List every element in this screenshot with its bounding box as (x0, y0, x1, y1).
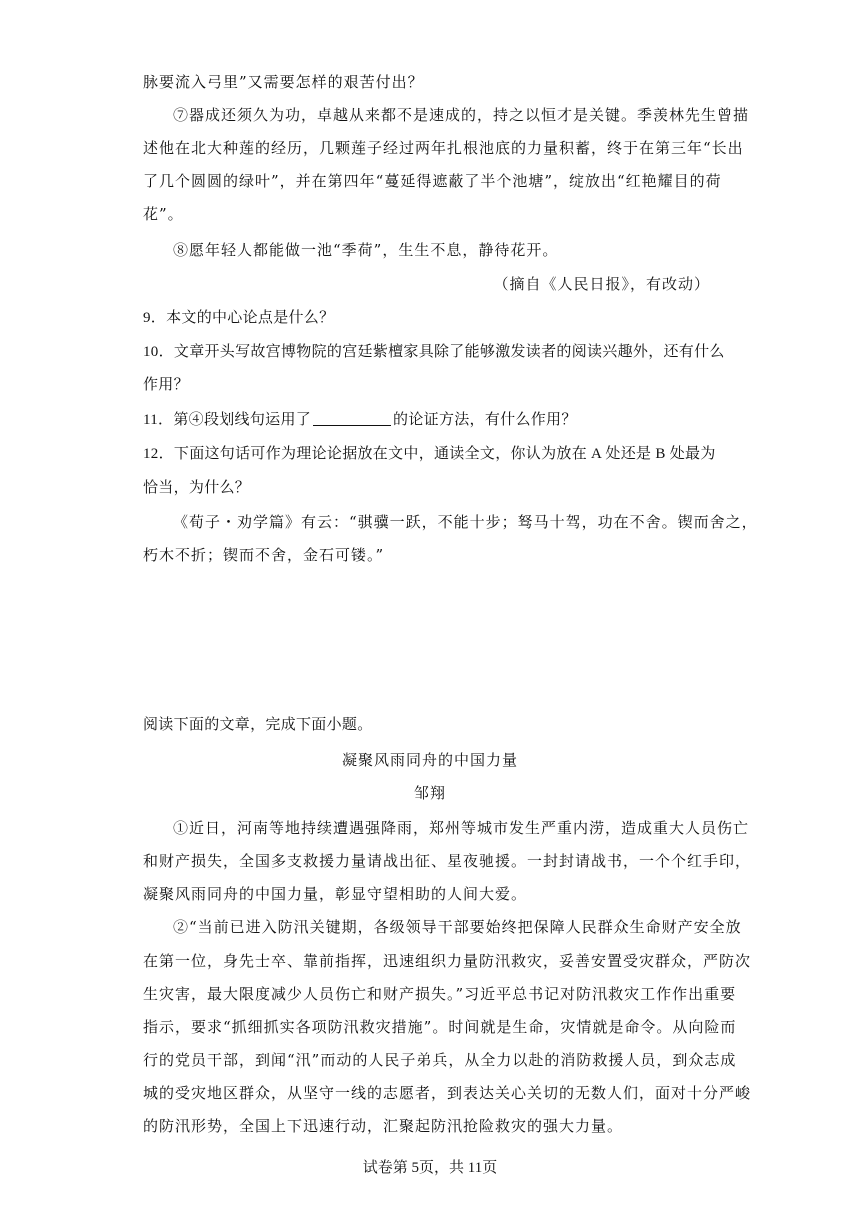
passage1-line-1: 脉要流入弓里”又需要怎样的艰苦付出？ (143, 73, 424, 91)
passage2-paragraph-2-line-5: 行的党员干部，到闻“汛”而动的人民子弟兵，从全力以赴的消防救援人员，到众志成 (143, 1051, 737, 1069)
passage2-paragraph-2-line-2: 在第一位，身先士卒、靠前指挥，迅速组织力量防汛救灾，妥善安置受灾群众，严防次 (143, 952, 752, 970)
passage2-paragraph-2-line-6: 城的受灾地区群众，从坚守一线的志愿者，到表达关心关切的无数人们，面对十分严峻 (143, 1084, 752, 1102)
passage2-paragraph-2-line-1: ②“当前已进入防汛关键期，各级领导干部要始终把保障人民群众生命财产安全放 (173, 918, 742, 936)
passage1-source: （摘自《人民日报》，有改动） (493, 275, 710, 293)
article-title: 凝聚风雨同舟的中国力量 (341, 751, 518, 769)
question-12-line-1: 12．下面这句话可作为理论论据放在文中，通读全文，你认为放在 A 处还是 B 处最为 (143, 446, 716, 462)
reading-instruction: 阅读下面的文章，完成下面小题。 (143, 717, 373, 733)
question-11-text-after: 的论证方法，有什么作用？ (393, 412, 577, 428)
question-10-line-1: 10．文章开头写故宫博物院的宫廷紫檀家具除了能够激发读者的阅读兴趣外，还有什么 (143, 344, 725, 360)
passage2-paragraph-1-line-1: ①近日，河南等地持续遭遇强降雨，郑州等城市发生严重内涝，造成重大人员伤亡 (173, 819, 750, 837)
xunzi-quote-line-2: 朽木不折；锲而不舍，金石可镂。” (143, 546, 385, 564)
passage2-paragraph-2-line-7: 的防汛形势，全国上下迅速行动，汇聚起防汛抢险救灾的强大力量。 (143, 1117, 624, 1135)
passage2-paragraph-2-line-3: 生灾害，最大限度减少人员伤亡和财产损失。”习近平总书记对防汛救灾工作作出重要 (143, 985, 737, 1003)
question-11-text-before: 11．第④段划线句运用了 (143, 412, 312, 428)
passage1-paragraph-7-line-1: ⑦器成还须久为功，卓越从来都不是速成的，持之以恒才是关键。季羡林先生曾描 (173, 106, 750, 124)
passage2-paragraph-1-line-3: 凝聚风雨同舟的中国力量，彰显守望相助的人间大爱。 (143, 885, 528, 903)
passage2-paragraph-2-line-4: 指示，要求“抓细抓实各项防汛救灾措施”。时间就是生命，灾情就是命令。从向险而 (143, 1018, 737, 1036)
passage2-paragraph-1-line-2: 和财产损失，全国多支救援力量请战出征、星夜驰援。一封封请战书，一个个红手印， (143, 852, 752, 870)
passage1-paragraph-7-line-2: 述他在北大种莲的经历，几颗莲子经过两年扎根池底的力量积蓄，终于在第三年“长出 (143, 139, 744, 157)
question-9: 9．本文的中心论点是什么？ (143, 310, 335, 326)
passage1-paragraph-7-line-4: 花”。 (143, 205, 184, 223)
question-11 (143, 410, 577, 430)
question-10-line-2: 作用？ (143, 377, 189, 393)
passage1-paragraph-8: ⑧愿年轻人都能做一池“季荷”，生生不息，静待花开。 (173, 241, 559, 259)
question-12-line-2: 恰当，为什么？ (143, 480, 251, 496)
xunzi-quote-line-1: 《荀子・劝学篇》有云：“骐骥一跃，不能十步；驽马十驾，功在不舍。锲而舍之， (173, 513, 758, 531)
article-author: 邹翔 (413, 784, 446, 802)
answer-blank[interactable] (313, 411, 391, 426)
passage1-paragraph-7-line-3: 了几个圆圆的绿叶”，并在第四年“蔓延得遮蔽了半个池塘”，绽放出“红艳耀目的荷 (143, 172, 722, 190)
page-footer: 试卷第 5页，共 11页 (362, 1160, 498, 1176)
